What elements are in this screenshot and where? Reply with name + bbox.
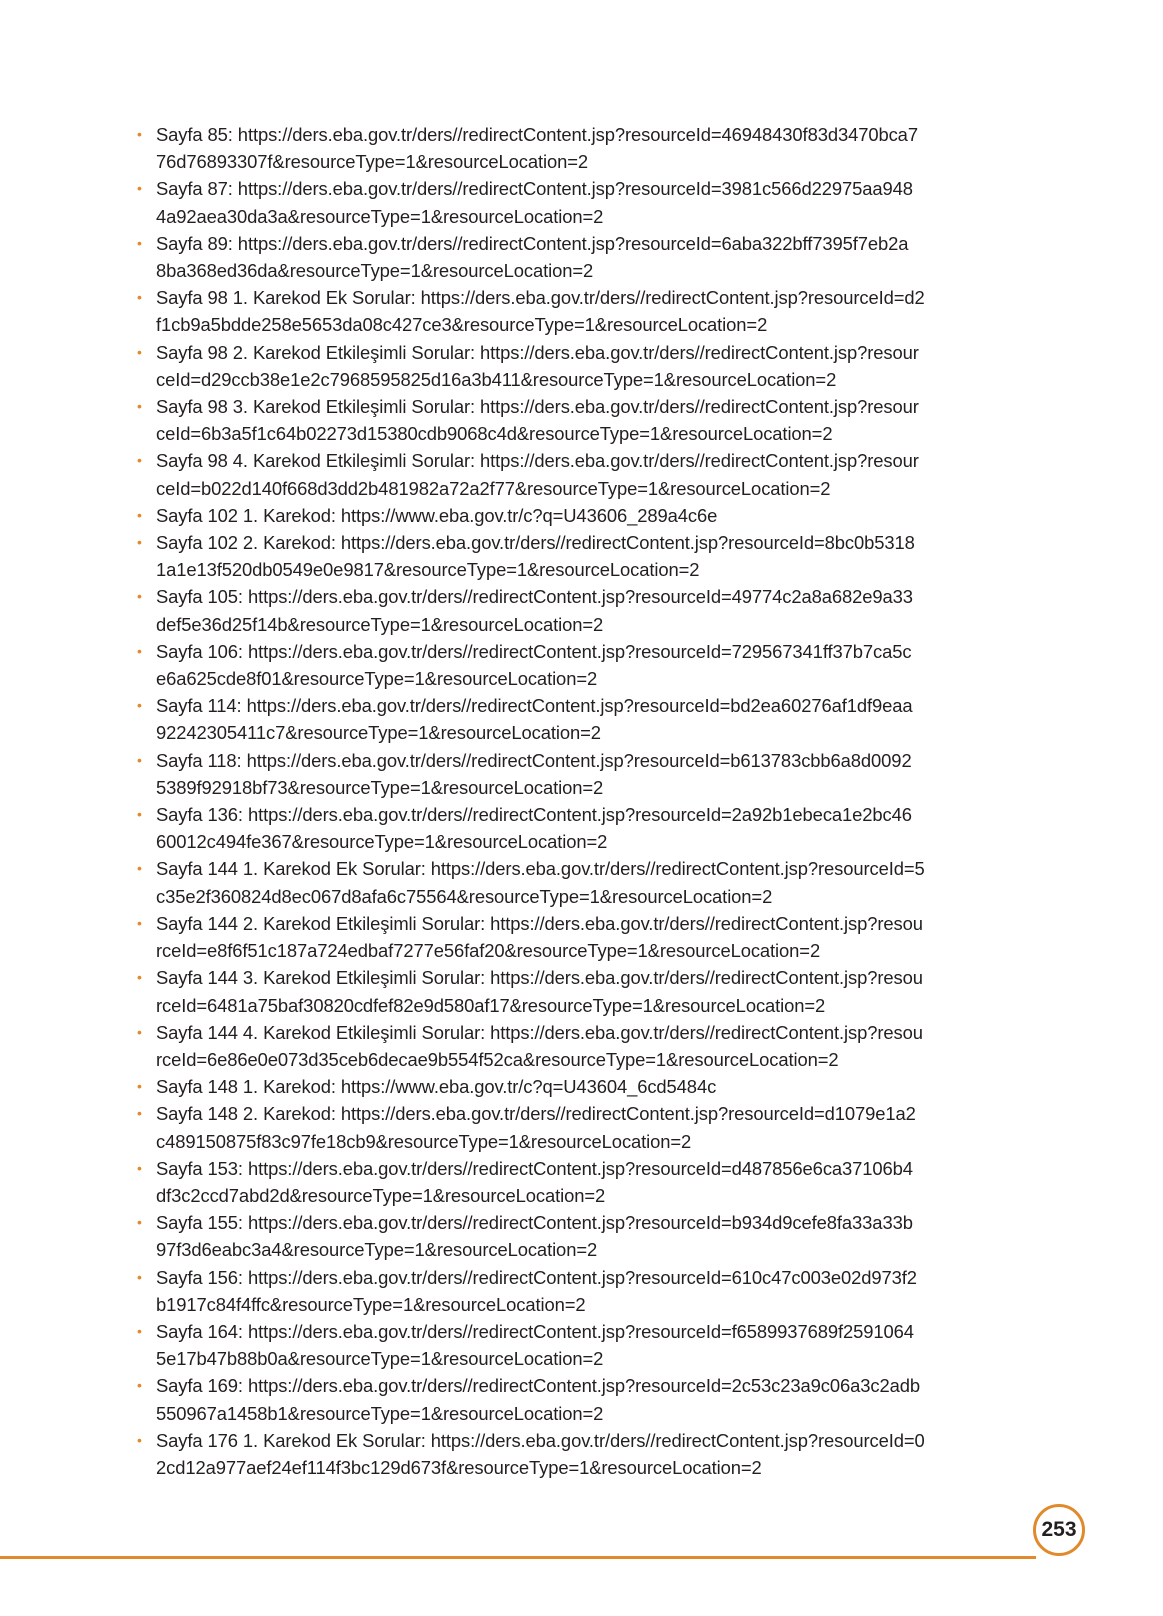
reference-text-line: Sayfa 169: https://ders.eba.gov.tr/ders//redirectContent.jsp?resourceId=2c53c23a9c06a3c2adb bbox=[156, 1375, 920, 1397]
reference-text-line: f1cb9a5bdde258e5653da08c427ce3&resourceType=1&resourceLocation=2 bbox=[156, 314, 768, 336]
reference-text-line: 550967a1458b1&resourceType=1&resourceLocation=2 bbox=[156, 1402, 604, 1424]
reference-text-line: Sayfa 155: https://ders.eba.gov.tr/ders//redirectContent.jsp?resourceId=b934d9cefe8fa33a33b bbox=[156, 1212, 913, 1234]
reference-text-line: Sayfa 144 2. Karekod Etkileşimli Sorular: https://ders.eba.gov.tr/ders//redirectContent.jsp?resou bbox=[156, 912, 923, 934]
list-item bbox=[137, 230, 1007, 284]
bullet-icon: • bbox=[137, 697, 142, 714]
list-item bbox=[137, 910, 1007, 964]
bullet-icon: • bbox=[137, 806, 142, 823]
footer-rule bbox=[0, 1556, 1036, 1559]
reference-text-line: rceId=e8f6f51c187a724edbaf7277e56faf20&resourceType=1&resourceLocation=2 bbox=[156, 940, 821, 962]
bullet-icon: • bbox=[137, 969, 142, 986]
reference-text-line: Sayfa 176 1. Karekod Ek Sorular: https://ders.eba.gov.tr/ders//redirectContent.jsp?resourceId=0 bbox=[156, 1429, 925, 1451]
reference-text-line: Sayfa 106: https://ders.eba.gov.tr/ders//redirectContent.jsp?resourceId=729567341ff37b7ca5c bbox=[156, 640, 912, 662]
reference-text-line: Sayfa 98 3. Karekod Etkileşimli Sorular: https://ders.eba.gov.tr/ders//redirectContent.jsp?resour bbox=[156, 396, 919, 418]
reference-text-line: ceId=d29ccb38e1e2c7968595825d16a3b411&resourceType=1&resourceLocation=2 bbox=[156, 368, 837, 390]
list-item bbox=[137, 393, 1007, 447]
bullet-icon: • bbox=[137, 1078, 142, 1095]
reference-text-line: Sayfa 156: https://ders.eba.gov.tr/ders//redirectContent.jsp?resourceId=610c47c003e02d973f2 bbox=[156, 1266, 917, 1288]
bullet-icon: • bbox=[137, 588, 142, 605]
list-item bbox=[137, 529, 1007, 583]
bullet-icon: • bbox=[137, 1377, 142, 1394]
reference-text-line: 5e17b47b88b0a&resourceType=1&resourceLocation=2 bbox=[156, 1348, 604, 1370]
reference-text-line: 5389f92918bf73&resourceType=1&resourceLocation=2 bbox=[156, 776, 604, 798]
reference-text-line: c489150875f83c97fe18cb9&resourceType=1&resourceLocation=2 bbox=[156, 1130, 692, 1152]
reference-text-line: rceId=6e86e0e073d35ceb6decae9b554f52ca&resourceType=1&resourceLocation=2 bbox=[156, 1048, 839, 1070]
reference-text-line: Sayfa 118: https://ders.eba.gov.tr/ders//redirectContent.jsp?resourceId=b613783cbb6a8d0092 bbox=[156, 749, 912, 771]
list-item bbox=[137, 747, 1007, 801]
list-item bbox=[137, 175, 1007, 229]
reference-text-line: Sayfa 102 1. Karekod: https://www.eba.gov.tr/c?q=U43606_289a4c6e bbox=[156, 504, 718, 526]
reference-text-line: Sayfa 98 4. Karekod Etkileşimli Sorular: https://ders.eba.gov.tr/ders//redirectContent.jsp?resour bbox=[156, 450, 919, 472]
reference-text-line: e6a625cde8f01&resourceType=1&resourceLocation=2 bbox=[156, 668, 598, 690]
list-item bbox=[137, 1073, 1007, 1100]
reference-text-line: Sayfa 102 2. Karekod: https://ders.eba.gov.tr/ders//redirectContent.jsp?resourceId=8bc0b5318 bbox=[156, 532, 915, 554]
reference-text-line: ceId=b022d140f668d3dd2b481982a72a2f77&resourceType=1&resourceLocation=2 bbox=[156, 477, 831, 499]
reference-text-line: df3c2ccd7abd2d&resourceType=1&resourceLocation=2 bbox=[156, 1184, 606, 1206]
list-item bbox=[137, 1427, 1007, 1481]
bullet-icon: • bbox=[137, 398, 142, 415]
bullet-icon: • bbox=[137, 343, 142, 360]
bullet-icon: • bbox=[137, 1023, 142, 1040]
reference-text-line: Sayfa 105: https://ders.eba.gov.tr/ders//redirectContent.jsp?resourceId=49774c2a8a682e9a33 bbox=[156, 586, 913, 608]
bullet-icon: • bbox=[137, 180, 142, 197]
reference-text-line: Sayfa 87: https://ders.eba.gov.tr/ders//redirectContent.jsp?resourceId=3981c566d22975aa948 bbox=[156, 178, 913, 200]
reference-text-line: b1917c84f4ffc&resourceType=1&resourceLocation=2 bbox=[156, 1293, 586, 1315]
list-item bbox=[137, 1372, 1007, 1426]
bullet-icon: • bbox=[137, 1431, 142, 1448]
reference-list bbox=[137, 121, 1007, 1481]
list-item bbox=[137, 1019, 1007, 1073]
reference-text-line: def5e36d25f14b&resourceType=1&resourceLocation=2 bbox=[156, 613, 604, 635]
reference-text-line: 1a1e13f520db0549e0e9817&resourceType=1&resourceLocation=2 bbox=[156, 559, 700, 581]
reference-text-line: 8ba368ed36da&resourceType=1&resourceLocation=2 bbox=[156, 260, 594, 282]
bullet-icon: • bbox=[137, 751, 142, 768]
bullet-icon: • bbox=[137, 860, 142, 877]
reference-text-line: rceId=6481a75baf30820cdfef82e9d580af17&resourceType=1&resourceLocation=2 bbox=[156, 994, 826, 1016]
list-item bbox=[137, 638, 1007, 692]
bullet-icon: • bbox=[137, 1268, 142, 1285]
page-number-badge bbox=[1033, 1504, 1085, 1556]
page-number: 253 bbox=[1041, 1518, 1077, 1541]
bullet-icon: • bbox=[137, 1159, 142, 1176]
list-item bbox=[137, 339, 1007, 393]
list-item bbox=[137, 855, 1007, 909]
list-item bbox=[137, 801, 1007, 855]
list-item bbox=[137, 1318, 1007, 1372]
reference-text-line: c35e2f360824d8ec067d8afa6c75564&resourceType=1&resourceLocation=2 bbox=[156, 885, 773, 907]
list-item bbox=[137, 121, 1007, 175]
reference-text-line: Sayfa 144 1. Karekod Ek Sorular: https://ders.eba.gov.tr/ders//redirectContent.jsp?resourceId=5 bbox=[156, 858, 925, 880]
list-item bbox=[137, 284, 1007, 338]
list-item bbox=[137, 1155, 1007, 1209]
reference-text-line: 97f3d6eabc3a4&resourceType=1&resourceLocation=2 bbox=[156, 1239, 598, 1261]
bullet-icon: • bbox=[137, 534, 142, 551]
reference-text-line: Sayfa 98 1. Karekod Ek Sorular: https://ders.eba.gov.tr/ders//redirectContent.jsp?resourceId=d2 bbox=[156, 287, 925, 309]
reference-text-line: 60012c494fe367&resourceType=1&resourceLocation=2 bbox=[156, 831, 608, 853]
list-item bbox=[137, 1209, 1007, 1263]
reference-text-line: 76d76893307f&resourceType=1&resourceLocation=2 bbox=[156, 151, 588, 173]
bullet-icon: • bbox=[137, 126, 142, 142]
list-item bbox=[137, 583, 1007, 637]
bullet-icon: • bbox=[137, 914, 142, 931]
list-item bbox=[137, 502, 1007, 529]
reference-text-line: Sayfa 148 2. Karekod: https://ders.eba.gov.tr/ders//redirectContent.jsp?resourceId=d1079e1a2 bbox=[156, 1103, 916, 1125]
reference-text-line: ceId=6b3a5f1c64b02273d15380cdb9068c4d&resourceType=1&resourceLocation=2 bbox=[156, 423, 833, 445]
reference-text-line: Sayfa 98 2. Karekod Etkileşimli Sorular: https://ders.eba.gov.tr/ders//redirectContent.jsp?resour bbox=[156, 341, 919, 363]
reference-text-line: Sayfa 153: https://ders.eba.gov.tr/ders//redirectContent.jsp?resourceId=d487856e6ca37106b4 bbox=[156, 1157, 913, 1179]
reference-text-line: Sayfa 85: https://ders.eba.gov.tr/ders//redirectContent.jsp?resourceId=46948430f83d3470bca7 bbox=[156, 124, 918, 145]
list-item bbox=[137, 447, 1007, 501]
list-item bbox=[137, 964, 1007, 1018]
reference-text-line: 2cd12a977aef24ef114f3bc129d673f&resourceType=1&resourceLocation=2 bbox=[156, 1456, 762, 1478]
bullet-icon: • bbox=[137, 1322, 142, 1339]
list-item bbox=[137, 1100, 1007, 1154]
bullet-icon: • bbox=[137, 1214, 142, 1231]
reference-text-line: 92242305411c7&resourceType=1&resourceLocation=2 bbox=[156, 722, 601, 744]
bullet-icon: • bbox=[137, 289, 142, 306]
bullet-icon: • bbox=[137, 1105, 142, 1122]
reference-text-line: Sayfa 89: https://ders.eba.gov.tr/ders//redirectContent.jsp?resourceId=6aba322bff7395f7eb2a bbox=[156, 232, 909, 254]
reference-text-line: 4a92aea30da3a&resourceType=1&resourceLocation=2 bbox=[156, 205, 604, 227]
reference-text-line: Sayfa 114: https://ders.eba.gov.tr/ders//redirectContent.jsp?resourceId=bd2ea60276af1df9eaa bbox=[156, 695, 913, 717]
bullet-icon: • bbox=[137, 642, 142, 659]
list-item bbox=[137, 1264, 1007, 1318]
bullet-icon: • bbox=[137, 234, 142, 251]
reference-text-line: Sayfa 136: https://ders.eba.gov.tr/ders//redirectContent.jsp?resourceId=2a92b1ebeca1e2bc46 bbox=[156, 804, 912, 826]
reference-text-line: Sayfa 144 4. Karekod Etkileşimli Sorular: https://ders.eba.gov.tr/ders//redirectContent.jsp?resou bbox=[156, 1021, 923, 1043]
reference-text-line: Sayfa 148 1. Karekod: https://www.eba.gov.tr/c?q=U43604_6cd5484c bbox=[156, 1076, 717, 1098]
reference-text-line: Sayfa 164: https://ders.eba.gov.tr/ders//redirectContent.jsp?resourceId=f6589937689f2591064 bbox=[156, 1320, 914, 1342]
bullet-icon: • bbox=[137, 452, 142, 469]
list-item bbox=[137, 692, 1007, 746]
reference-text-line: Sayfa 144 3. Karekod Etkileşimli Sorular: https://ders.eba.gov.tr/ders//redirectContent.jsp?resou bbox=[156, 967, 923, 989]
bullet-icon: • bbox=[137, 506, 142, 523]
